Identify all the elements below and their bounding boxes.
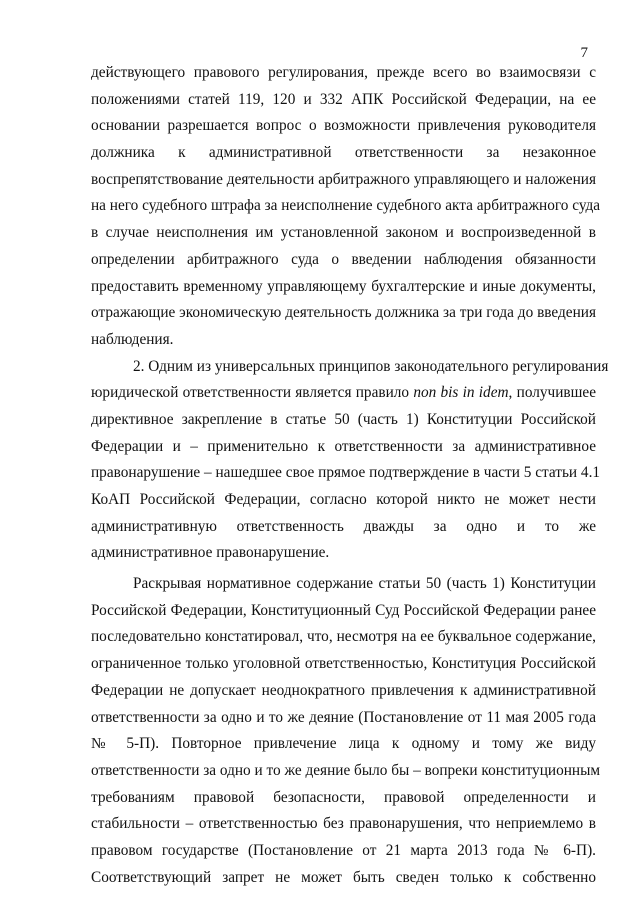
text-line: Раскрывая нормативное содержание статьи 50 (часть 1) Конституции [133,575,596,593]
paragraph-1 [91,60,601,354]
text-line: административную ответственность дважды за одно и то же [91,517,596,535]
latin-phrase: non bis in idem [413,384,509,402]
text-line: требованиям правовой безопасности, правовой определенности и [91,788,596,806]
text-line: правовом государстве (Постановление от 21 марта 2013 года № 6-П). [91,841,596,859]
text-line: Российской Федерации, Конституционный Суд Российской Федерации ранее [91,601,596,619]
text-line: воспрепятствование деятельности арбитражного управляющего и наложения [91,170,596,188]
paragraph-2 [91,354,609,568]
text-line: определении арбитражного суда о введении наблюдения обязанности [91,250,596,268]
text-line: директивное закрепление в статье 50 (часть 1) Конституции Российской [91,410,596,428]
text-line: положениями статей 119, 120 и 332 АПК Российской Федерации, на ее [91,90,596,108]
text-line: № 5-П). Повторное привлечение лица к одному и тому же виду [91,735,596,753]
text-line: основании разрешается вопрос о возможности привлечения руководителя [91,117,596,135]
text-line: в случае неисполнения им установленной законом и воспроизведенной в [91,224,596,242]
text-segment: юридической ответственности является правило [91,384,414,402]
text-line: предоставить временному управляющему бухгалтерские и иные документы, [91,277,596,295]
text-line: наблюдения. [91,330,174,348]
text-line: должника к административной ответственности за незаконное [91,144,596,162]
text-line-with-latin-phrase [91,380,596,407]
text-line: ответственности за одно и то же деяние (Постановление от 11 мая 2005 года [91,708,596,726]
text-line: стабильности – ответственностью без правонарушения, что неприемлемо в [91,815,596,833]
text-line: административное правонарушение. [91,544,330,562]
text-line: 2. Одним из универсальных принципов законодательного регулирования [133,357,609,375]
text-line: ответственности за одно и то же деяние было бы – вопреки конституционным [91,761,601,779]
text-line: КоАП Российской Федерации, согласно которой никто не может нести [91,491,596,508]
text-segment: , получившее [508,384,597,402]
text-line: Соответствующий запрет не может быть сведен только к собственно [91,868,596,886]
page-number: 7 [580,45,588,61]
paragraph-3 [91,571,601,891]
text-line: отражающие экономическую деятельность должника за три года до введения [91,304,596,322]
text-line: действующего правового регулирования, прежде всего во взаимосвязи с [91,64,596,81]
text-line: Федерации не допускает неоднократного привлечения к административной [91,681,596,699]
text-line: Федерации и – применительно к ответственности за административное [91,437,596,455]
text-line: на него судебного штрафа за неисполнение судебного акта арбитражного суда [91,197,601,215]
text-line: правонарушение – нашедшее свое прямое подтверждение в части 5 статьи 4.1 [91,464,601,482]
text-line: ограниченное только уголовной ответственностью, Конституция Российской [91,655,596,673]
document-body [91,60,609,891]
text-line: последовательно констатировал, что, несмотря на ее буквальное содержание, [91,628,596,646]
